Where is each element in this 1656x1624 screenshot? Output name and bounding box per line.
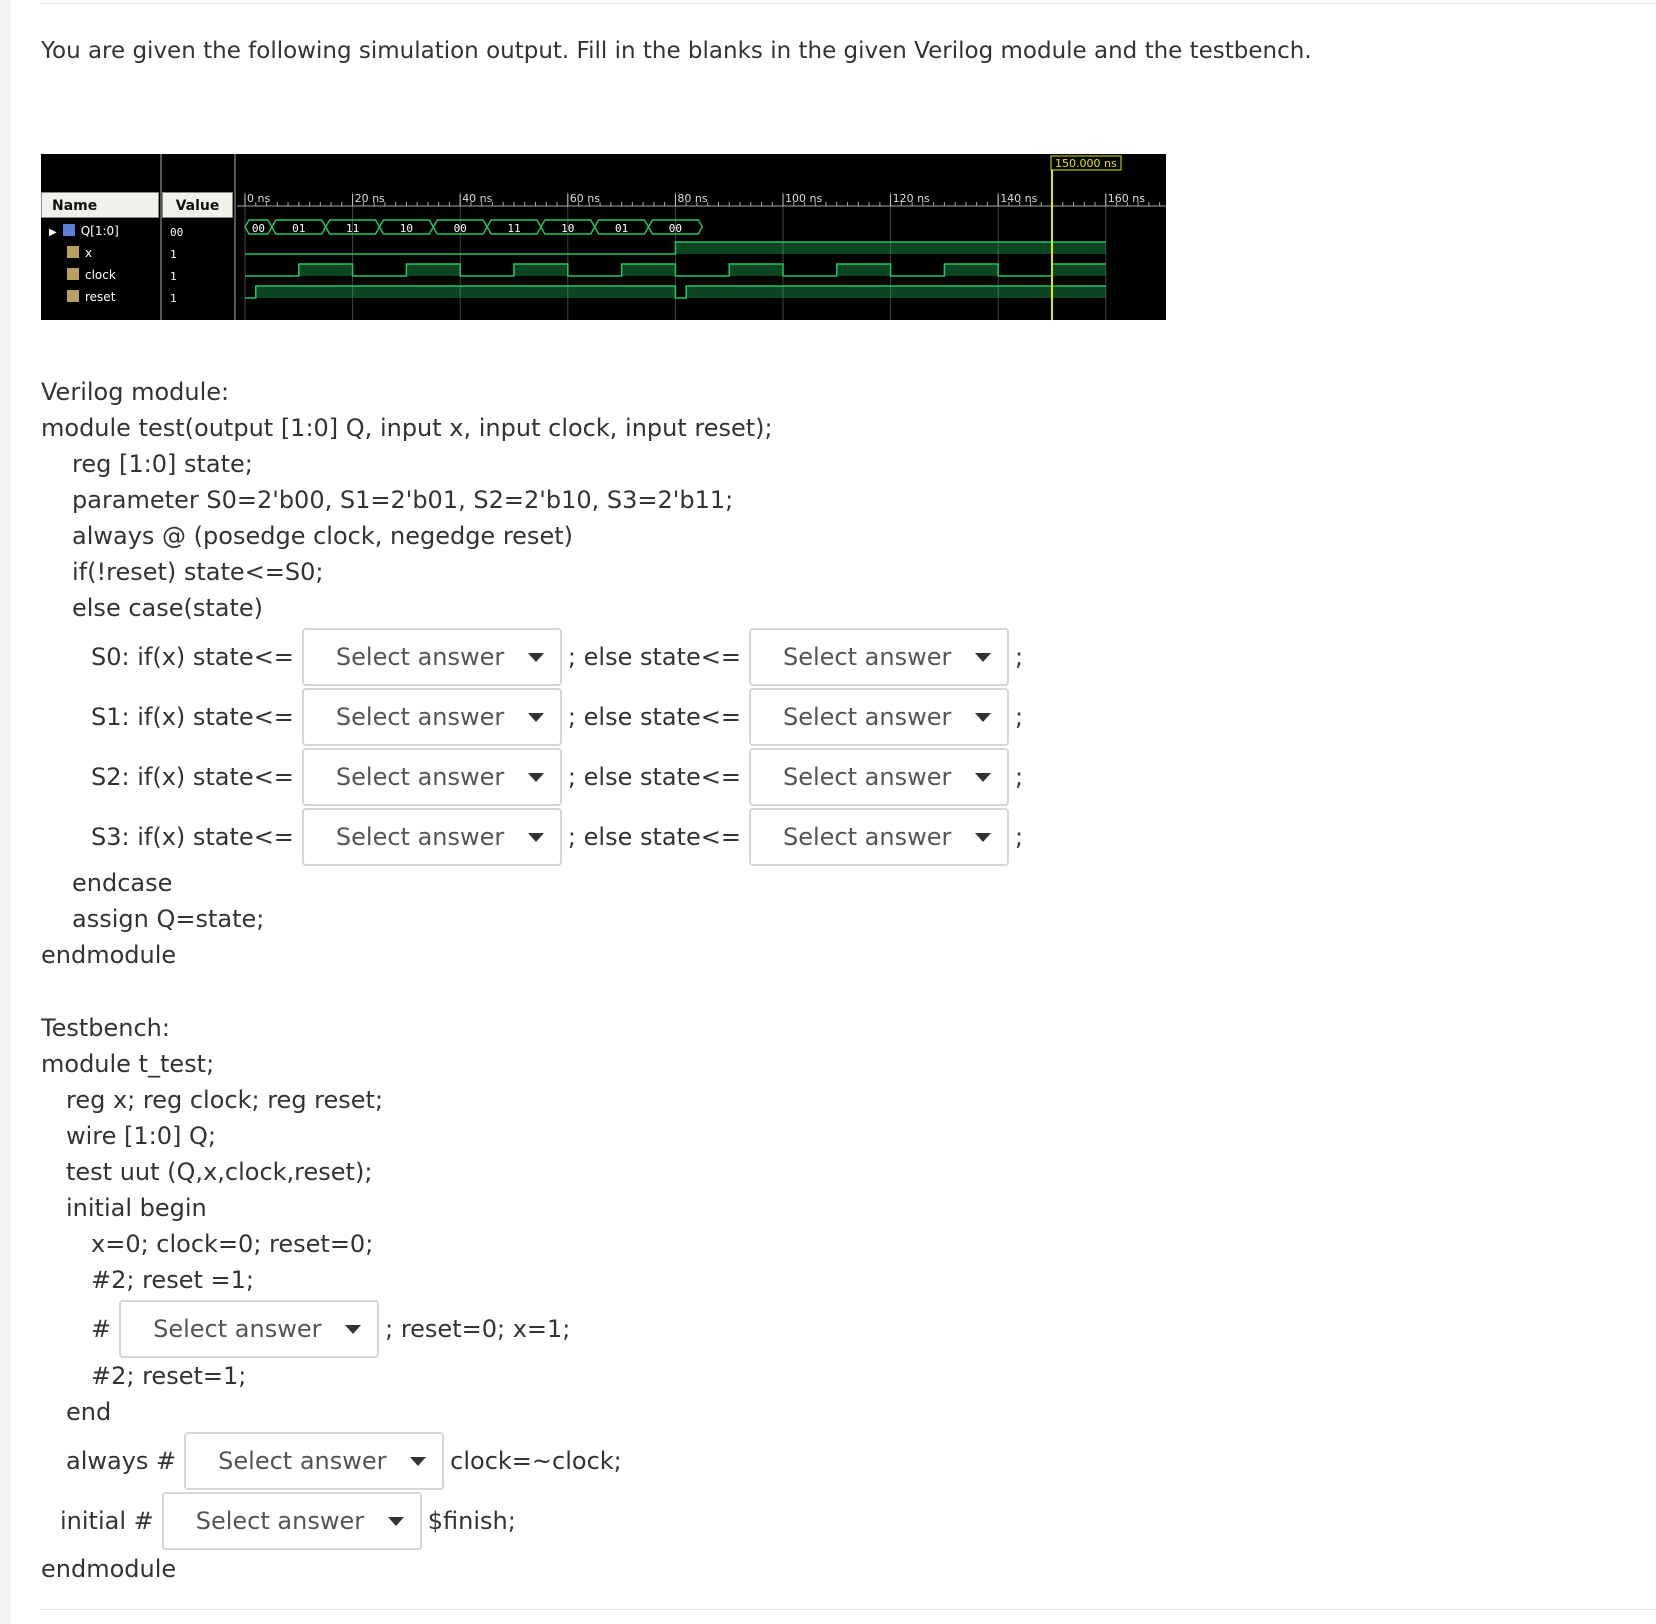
- delay-row: [91, 1299, 570, 1359]
- bus-value-label: 10: [561, 222, 575, 235]
- code-line: endcase: [72, 869, 173, 897]
- code-line: always @ (posedge clock, negedge reset): [72, 522, 573, 550]
- signal-name: clock: [85, 268, 116, 282]
- select-placeholder: Select answer: [335, 703, 505, 731]
- signal-icon: [67, 268, 79, 280]
- answer-select[interactable]: [162, 1492, 422, 1550]
- always-prefix: always #: [66, 1447, 177, 1475]
- answer-select[interactable]: [119, 1300, 379, 1358]
- clock-trace-fill: [837, 264, 891, 276]
- dropdown-arrow-icon: [345, 1325, 361, 1334]
- select-placeholder: Select answer: [782, 643, 952, 671]
- dropdown-arrow-icon: [975, 713, 991, 722]
- clock-trace-fill: [406, 264, 460, 276]
- simulation-waveform: [41, 154, 1166, 320]
- case-suffix: ;: [1014, 763, 1024, 791]
- case-prefix: S2: if(x) state<=: [91, 763, 294, 791]
- select-placeholder: Select answer: [195, 1507, 365, 1535]
- value-header: Value: [162, 192, 233, 218]
- code-line: #2; reset =1;: [91, 1266, 254, 1294]
- answer-select[interactable]: [184, 1432, 444, 1490]
- code-line: if(!reset) state<=S0;: [72, 558, 324, 586]
- initial-prefix: initial #: [60, 1507, 154, 1535]
- bus-icon: [63, 224, 75, 236]
- clock-trace-fill: [1052, 264, 1106, 276]
- case-suffix: ;: [1014, 823, 1024, 851]
- clock-trace-fill: [299, 264, 353, 276]
- dropdown-arrow-icon: [528, 653, 544, 662]
- select-placeholder: Select answer: [335, 643, 505, 671]
- expand-arrow-icon[interactable]: ▶: [49, 227, 57, 238]
- bus-value-label: 00: [668, 222, 683, 235]
- time-tick-label: 120 ns: [892, 192, 930, 205]
- reset-trace-fill: [256, 286, 676, 298]
- answer-select[interactable]: [749, 628, 1009, 686]
- dropdown-arrow-icon: [975, 773, 991, 782]
- module-heading: Verilog module:: [41, 378, 230, 406]
- select-placeholder: Select answer: [335, 823, 505, 851]
- case-else: ; else state<=: [567, 703, 741, 731]
- code-line: initial begin: [66, 1194, 207, 1222]
- column-divider: [234, 154, 236, 320]
- clock-trace-fill: [729, 264, 783, 276]
- bus-value-label: 00: [453, 222, 467, 235]
- x-trace-fill: [675, 242, 1105, 254]
- case-row-s0: [91, 627, 1023, 687]
- code-line: #2; reset=1;: [91, 1362, 247, 1390]
- dropdown-arrow-icon: [528, 713, 544, 722]
- bus-value-label: 01: [292, 222, 306, 235]
- initial-row: [60, 1491, 516, 1551]
- bottom-divider: [41, 1609, 1656, 1610]
- signal-name: Q[1:0]: [80, 224, 119, 238]
- signal-value: 1: [170, 270, 177, 283]
- case-prefix: S3: if(x) state<=: [91, 823, 294, 851]
- always-row: [66, 1431, 622, 1491]
- time-tick-label: 160 ns: [1107, 192, 1146, 205]
- signal-row-clock[interactable]: [67, 268, 116, 282]
- answer-select[interactable]: [302, 808, 562, 866]
- bus-value-label: 11: [507, 222, 521, 235]
- signal-name: x: [85, 246, 93, 260]
- name-header: Name: [41, 192, 159, 218]
- signal-value: 00: [170, 226, 184, 239]
- time-tick-label: 80 ns: [677, 192, 708, 205]
- bus-value-label: 01: [614, 222, 629, 235]
- select-placeholder: Select answer: [218, 1447, 387, 1475]
- case-row-s2: [91, 747, 1023, 807]
- always-suffix: clock=~clock;: [450, 1447, 622, 1475]
- select-placeholder: Select answer: [335, 763, 505, 791]
- clock-trace-fill: [514, 264, 568, 276]
- code-line: assign Q=state;: [72, 905, 265, 933]
- initial-suffix: $finish;: [427, 1507, 516, 1535]
- case-suffix: ;: [1014, 643, 1024, 671]
- delay-prefix: #: [91, 1315, 112, 1343]
- clock-trace-fill: [622, 264, 676, 276]
- dropdown-arrow-icon: [975, 653, 991, 662]
- code-line: module t_test;: [41, 1050, 215, 1078]
- case-else: ; else state<=: [567, 823, 741, 851]
- select-placeholder: Select answer: [153, 1315, 322, 1343]
- code-line: else case(state): [72, 594, 264, 622]
- time-tick-label: 60 ns: [569, 192, 601, 205]
- select-placeholder: Select answer: [782, 763, 952, 791]
- case-prefix: S1: if(x) state<=: [91, 703, 294, 731]
- time-tick-label: 40 ns: [462, 192, 493, 205]
- code-line: wire [1:0] Q;: [66, 1122, 216, 1150]
- signal-value: 1: [170, 292, 177, 305]
- answer-select[interactable]: [749, 808, 1009, 866]
- code-line: endmodule: [41, 1555, 177, 1583]
- signal-value: 1: [170, 248, 177, 261]
- dropdown-arrow-icon: [975, 833, 991, 842]
- signal-name: reset: [85, 290, 116, 304]
- answer-select[interactable]: [302, 748, 562, 806]
- bus-value-label: 10: [399, 222, 414, 235]
- top-divider: [41, 3, 1656, 4]
- code-line: x=0; clock=0; reset=0;: [91, 1230, 374, 1258]
- dropdown-arrow-icon: [410, 1457, 426, 1466]
- code-line: end: [66, 1398, 112, 1426]
- answer-select[interactable]: [302, 628, 562, 686]
- dropdown-arrow-icon: [528, 773, 544, 782]
- signal-icon: [67, 290, 79, 302]
- code-line: module test(output [1:0] Q, input x, input clock, input reset);: [41, 414, 773, 442]
- signal-icon: [67, 246, 79, 258]
- signal-row-q[interactable]: [49, 224, 119, 238]
- case-suffix: ;: [1014, 703, 1024, 731]
- delay-suffix: ; reset=0; x=1;: [385, 1315, 571, 1343]
- code-line: test uut (Q,x,clock,reset);: [66, 1158, 373, 1186]
- bus-value-label: 00: [251, 222, 266, 235]
- answer-select[interactable]: [749, 748, 1009, 806]
- dropdown-arrow-icon: [528, 833, 544, 842]
- answer-select[interactable]: [749, 688, 1009, 746]
- signal-row-x[interactable]: [67, 246, 92, 260]
- case-row-s3: [91, 807, 1023, 867]
- time-tick-label: 140 ns: [1000, 192, 1038, 205]
- left-gutter: [0, 0, 10, 1624]
- waveform-plot: [237, 154, 1166, 320]
- case-prefix: S0: if(x) state<=: [91, 643, 294, 671]
- answer-select[interactable]: [302, 688, 562, 746]
- time-tick-label: 20 ns: [354, 192, 385, 205]
- case-else: ; else state<=: [567, 763, 741, 791]
- dropdown-arrow-icon: [388, 1517, 404, 1526]
- reset-trace-fill: [686, 286, 1106, 298]
- case-else: ; else state<=: [567, 643, 741, 671]
- time-tick-label: 100 ns: [785, 192, 823, 205]
- clock-trace-fill: [944, 264, 998, 276]
- code-line: parameter S0=2'b00, S1=2'b01, S2=2'b10, S3=2'b11;: [72, 486, 734, 514]
- time-tick-label: 0 ns: [247, 192, 271, 205]
- question-text: You are given the following simulation output. Fill in the blanks in the given Verilog module and the testbench.: [41, 38, 1312, 64]
- select-placeholder: Select answer: [782, 823, 952, 851]
- select-placeholder: Select answer: [782, 703, 952, 731]
- signal-row-reset[interactable]: [67, 290, 115, 304]
- code-line: reg x; reg clock; reg reset;: [66, 1086, 384, 1114]
- code-line: reg [1:0] state;: [72, 450, 253, 478]
- case-row-s1: [91, 687, 1023, 747]
- testbench-heading: Testbench:: [41, 1014, 170, 1042]
- code-line: endmodule: [41, 941, 177, 969]
- bus-value-label: 11: [345, 222, 360, 235]
- cursor-label: 150.000 ns: [1055, 157, 1117, 170]
